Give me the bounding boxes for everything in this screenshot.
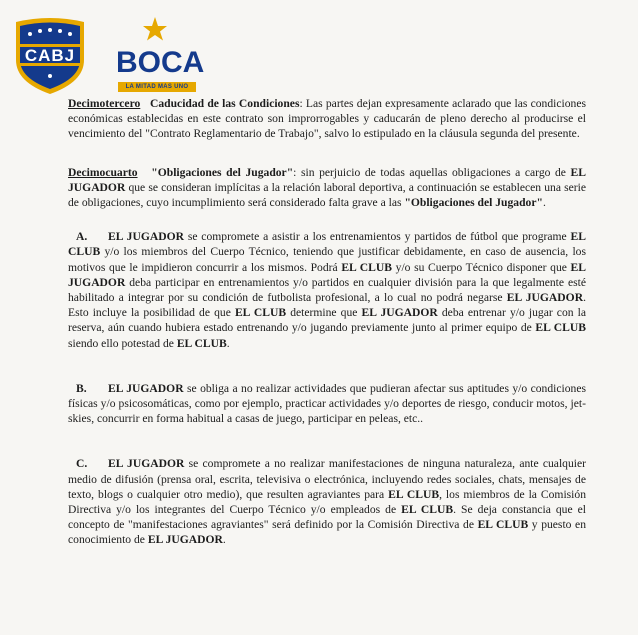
party-name: EL JUGADOR xyxy=(68,165,586,194)
clause-decimocuarto xyxy=(68,165,586,211)
clause-reference: "Obligaciones del Jugador" xyxy=(404,196,543,210)
item-text: , los miembros de la Comisión Directiva y/o los integrantes del Cuerpo Técnico y/o empleados de xyxy=(68,487,586,517)
item-text: se obliga a no realizar actividades que pudieran afectar sus aptitudes y/o condiciones físicas y/o psicosomáticas, como por ejemplo, practicar actividades y/o deportes de riesgo, conducir motos, jet-skies, concurrir en forma habitual a casas de juego, participar en peleas, etc.. xyxy=(68,381,586,426)
clause-heading: Decimocuarto xyxy=(68,165,138,179)
item-text: se compromete a asistir a los entrenamientos y partidos de fútbol que programe xyxy=(183,230,571,244)
clause-body: que se consideran implícitas a la relación laboral deportiva, a continuación se establecen una serie de obligaciones, cuyo incumplimiento será considerado falta grave a las xyxy=(68,180,586,210)
obligation-item-b xyxy=(68,381,586,427)
party-name: EL JUGADOR xyxy=(108,230,184,244)
clause-title: Caducidad de las Condiciones xyxy=(149,97,300,110)
clause-title: "Obligaciones del Jugador" xyxy=(151,165,294,179)
party-name: EL CLUB xyxy=(477,518,529,532)
item-text: . xyxy=(222,533,226,547)
obligation-item-c xyxy=(68,456,586,547)
item-label: A. xyxy=(76,230,88,244)
item-text: . xyxy=(226,336,230,350)
party-name: EL JUGADOR xyxy=(361,306,438,320)
party-name: EL CLUB xyxy=(535,321,586,335)
item-text: y/o los miembros del Cuerpo Técnico, teniendo que justificar debidamente, en caso de ausencia, los motivos que le impidieron concurrir a los mismos. Podrá xyxy=(68,245,586,274)
party-name: EL CLUB xyxy=(176,336,227,350)
item-text: . Esto incluye la posibilidad de que xyxy=(68,291,586,320)
party-name: EL JUGADOR xyxy=(68,260,587,289)
brand-name: BOCA xyxy=(116,46,205,79)
club-crest-icon xyxy=(10,16,90,96)
item-text: siendo ello potestad de xyxy=(68,336,177,350)
brand-tagline: LA MITAD MAS UNO xyxy=(118,82,196,92)
clause-body: : Las partes dejan expresamente aclarado que las condiciones económicas establecidas en este contrato son improrrogables y caducarán de pleno derecho al producirse el vencimiento del "Contrato Reglamentario de Trabajo", salvo lo estipulado en la cláusula segunda del presente. xyxy=(68,97,586,141)
item-text: deba entrenar y/o jugar con la reserva, aún cuando hubiera estado entrenando y/o jugando previamente junto al primer equipo de xyxy=(68,306,587,335)
star-icon xyxy=(142,16,168,42)
item-text: . Se deja constancia que el concepto de "manifestaciones agraviantes" será definido por la Comisión Directiva de xyxy=(68,503,586,532)
party-name: EL JUGADOR xyxy=(108,381,184,395)
party-name: EL JUGADOR xyxy=(506,291,584,305)
item-label: C. xyxy=(76,457,88,471)
item-label: B. xyxy=(76,381,87,395)
party-name: EL CLUB xyxy=(388,487,440,501)
party-name: EL CLUB xyxy=(341,260,392,274)
contract-text xyxy=(68,96,586,548)
item-text: y puesto en conocimiento de xyxy=(68,518,586,547)
clause-decimotercero xyxy=(68,96,586,142)
item-text: deba participar en entrenamientos y/o partidos en cualquier división para la que legalmente esté habilitado a integrar por su condición de futbolista profesional, a lo cual no podrá negarse xyxy=(68,275,586,305)
clause-heading: Decimotercero xyxy=(68,97,141,110)
item-text: determine que xyxy=(286,306,362,320)
party-name: EL JUGADOR xyxy=(108,457,185,471)
obligation-item-a xyxy=(68,229,586,351)
item-text: y/o su Cuerpo Técnico disponer que xyxy=(392,260,571,274)
party-name: EL CLUB xyxy=(234,306,287,320)
clause-body: . xyxy=(542,196,546,210)
item-text: se compromete a no realizar manifestaciones de ninguna naturaleza, ante cualquier medio de difusión (prensa oral, escrita, televisiva o electrónica, incluyendo redes sociales, chats, mensajes de texto, blogs o cualquier otro medio), que resulten agraviantes para xyxy=(68,457,586,501)
clause-body: : sin perjuicio de todas aquellas obligaciones a cargo de xyxy=(293,165,571,179)
crest-text: CABJ xyxy=(24,46,76,65)
party-name: EL CLUB xyxy=(401,503,454,517)
letterhead xyxy=(10,16,630,96)
party-name: EL CLUB xyxy=(68,230,586,259)
party-name: EL JUGADOR xyxy=(147,533,223,547)
